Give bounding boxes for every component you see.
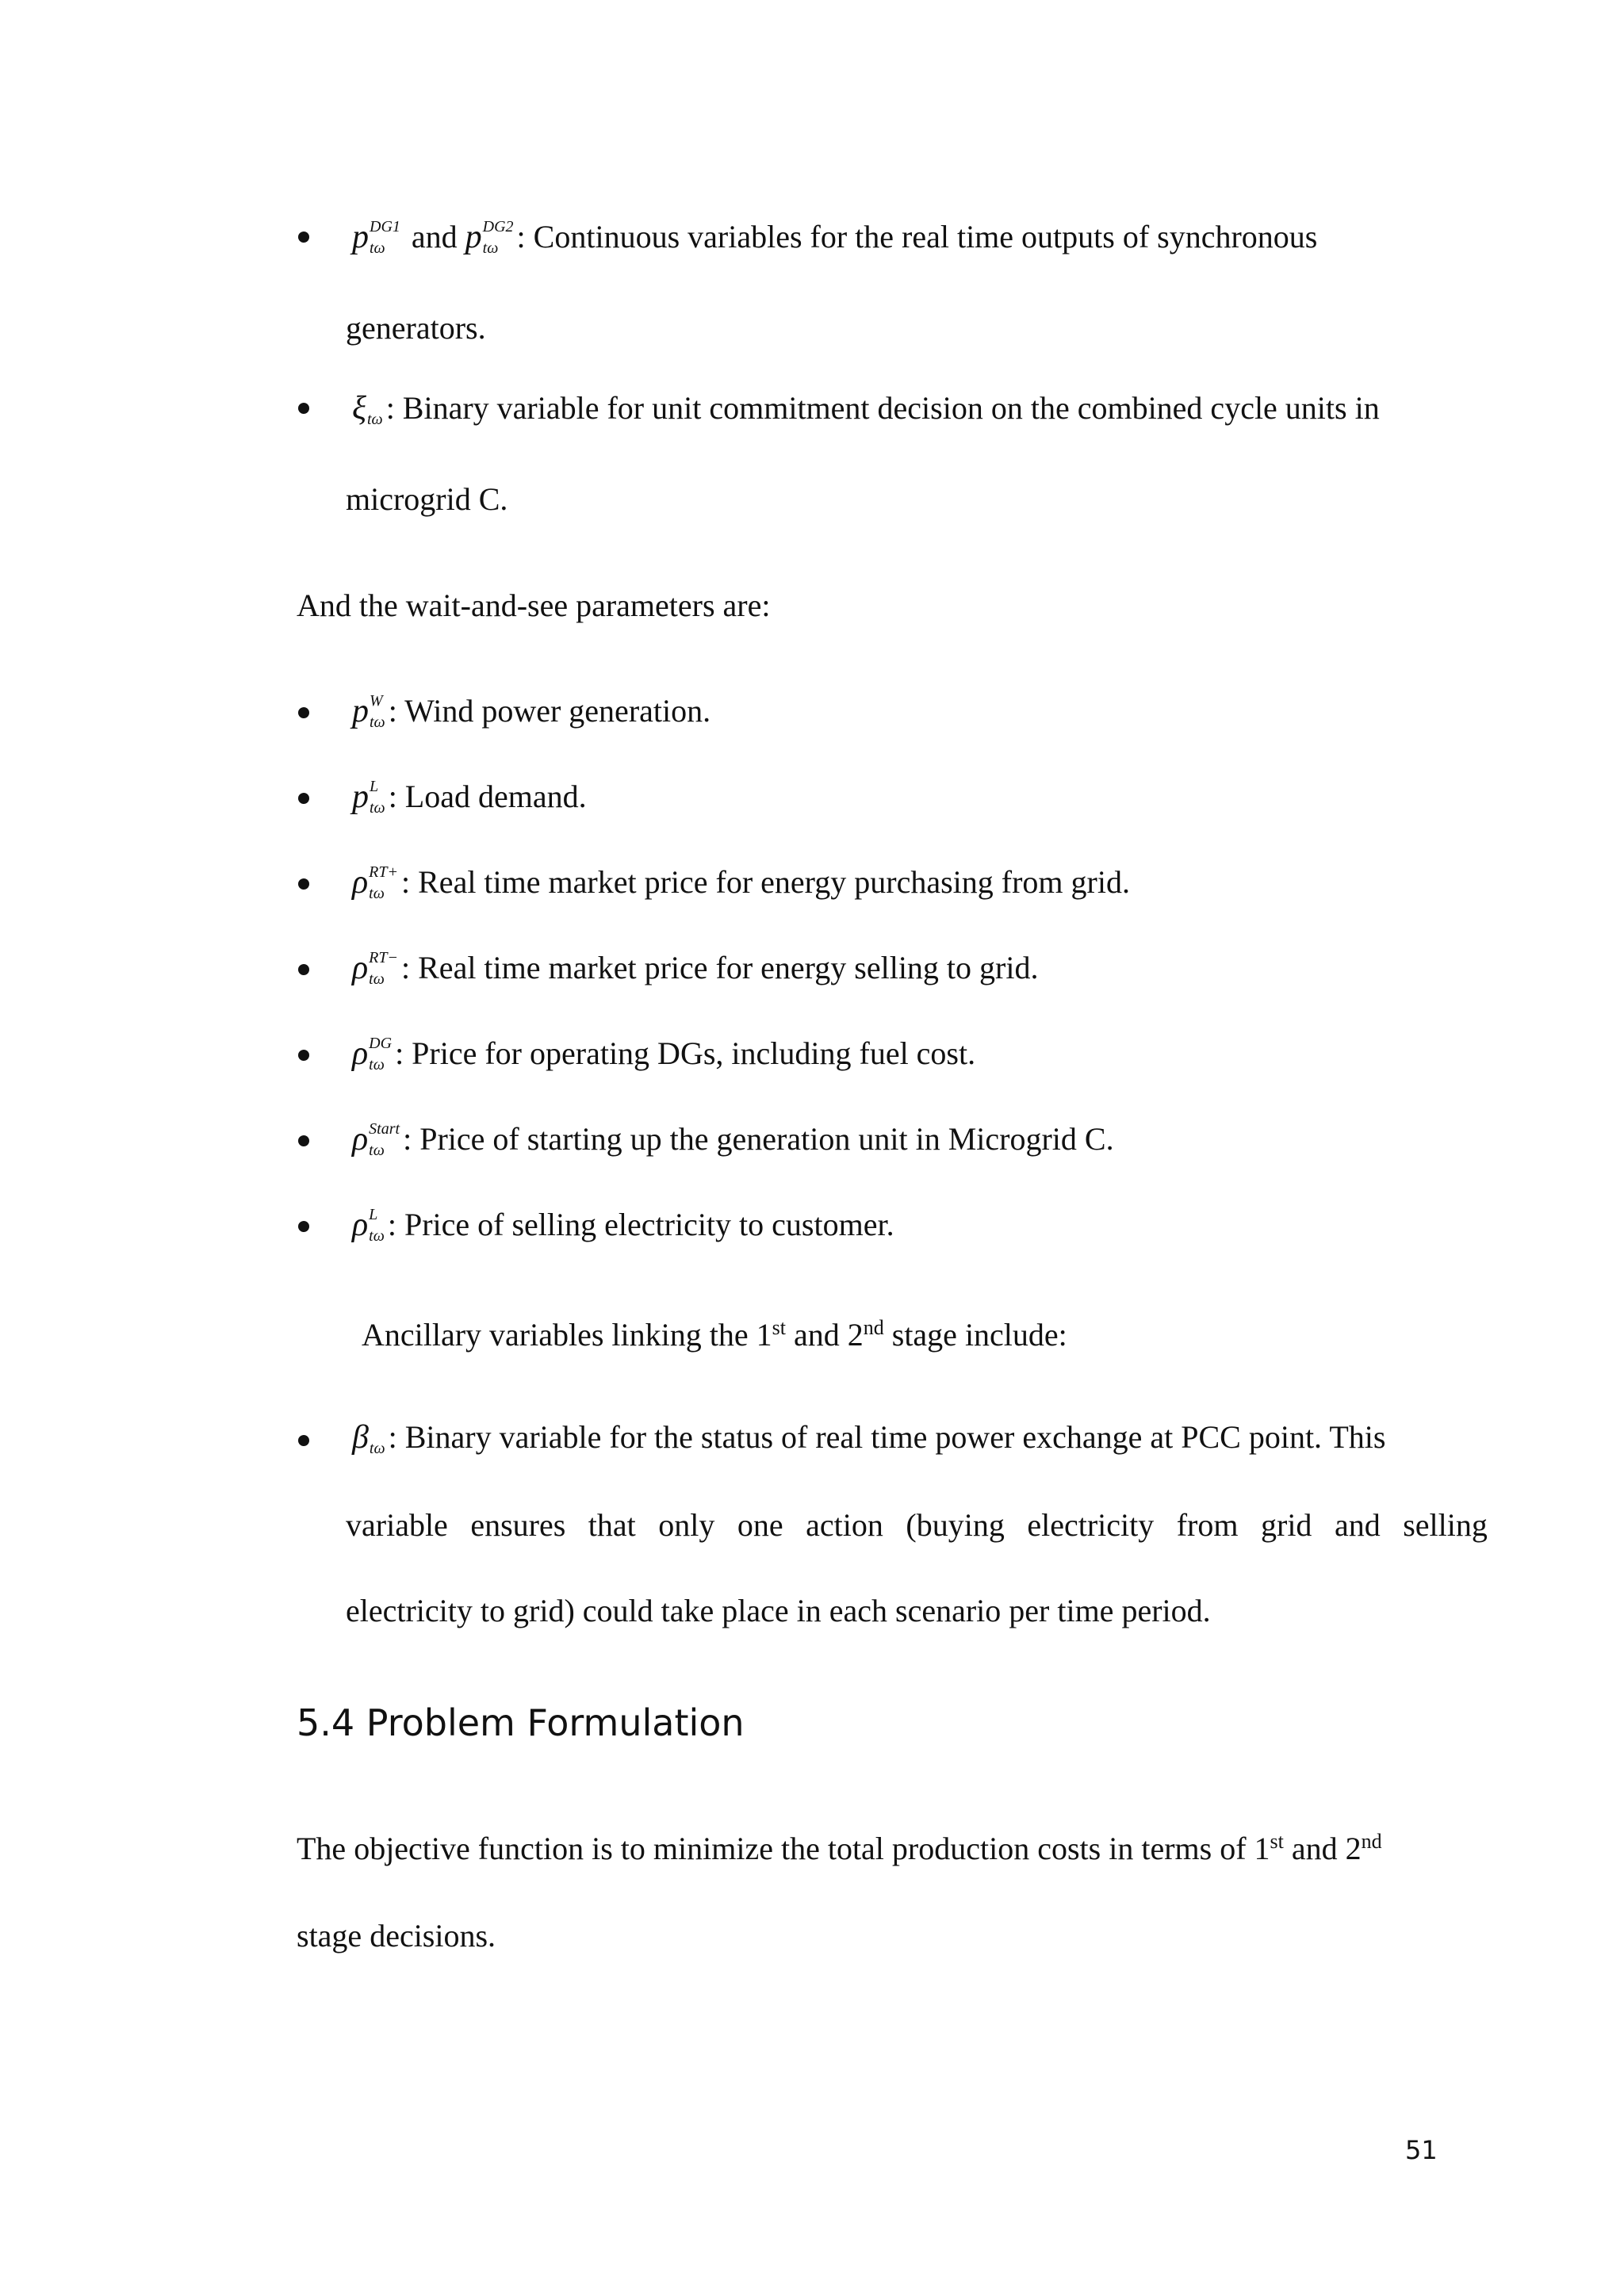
justified-word: grid <box>1261 1507 1312 1543</box>
bullet-dot <box>298 232 309 243</box>
paragraph-ancillary-intro: Ancillary variables linking the 1st and 2nd stage include: <box>362 1316 1067 1353</box>
justified-word: electricity <box>1027 1507 1155 1543</box>
item-continuation: microgrid C. <box>346 481 508 517</box>
list-item-startup-price <box>352 1119 1114 1159</box>
paragraph-objective-continuation: stage decisions. <box>297 1918 496 1954</box>
item-description: : Binary variable for the status of real time power exchange at PCC point. This <box>388 1419 1386 1455</box>
justified-word: only <box>658 1507 715 1543</box>
beta-justified-line <box>346 1507 1488 1543</box>
list-item-rt-sell <box>352 948 1039 988</box>
list-item-load <box>352 777 587 817</box>
justified-word: (buying <box>906 1507 1005 1543</box>
justified-word: from <box>1176 1507 1239 1543</box>
bullet-dot <box>298 707 309 718</box>
item-description: : Price of starting up the generation unit in Microgrid C. <box>403 1121 1114 1157</box>
symbol-rho-rt-minus: ρ RT− tω <box>352 948 399 988</box>
symbol-rho-dg: ρ DG tω <box>352 1034 393 1073</box>
symbol-rho-start: ρ Start tω <box>352 1119 400 1159</box>
bullet-dot <box>298 964 309 975</box>
bullet-dot <box>298 403 309 414</box>
list-item-unit-commitment <box>352 392 1380 428</box>
symbol-p-dg1: p DG1 tω <box>352 217 400 257</box>
symbol-p-dg2: p DG2 tω <box>465 217 514 257</box>
item-description: : Binary variable for unit commitment decision on the combined cycle units in <box>385 390 1380 426</box>
symbol-beta: β tω <box>352 1419 385 1457</box>
item-description: : Real time market price for energy purchasing from grid. <box>401 864 1130 900</box>
bullet-dot <box>298 878 309 890</box>
justified-word: that <box>588 1507 636 1543</box>
symbol-p-l: p L tω <box>352 777 385 817</box>
bullet-dot <box>298 1135 309 1146</box>
symbol-p-w: p W tω <box>352 691 385 731</box>
bullet-dot <box>298 1050 309 1061</box>
list-item-rt-purchase <box>352 863 1130 902</box>
list-item-beta <box>352 1421 1385 1457</box>
item-description: : Price for operating DGs, including fuel cost. <box>395 1035 976 1071</box>
bullet-dot <box>298 1435 309 1446</box>
item-description: : Price of selling electricity to customer. <box>387 1207 894 1242</box>
item-description: : Continuous variables for the real time outputs of synchronous <box>516 219 1318 254</box>
list-item-dg-price <box>352 1034 976 1073</box>
list-item-wind <box>352 691 711 731</box>
bullet-dot <box>298 1221 309 1232</box>
justified-word: action <box>806 1507 883 1543</box>
symbol-xi: ξ tω <box>352 390 383 428</box>
section-heading: 5.4 Problem Formulation <box>297 1701 745 1744</box>
item-continuation: generators. <box>346 310 486 346</box>
list-item-customer-price <box>352 1205 894 1245</box>
justified-word: variable <box>346 1507 448 1543</box>
item-description: : Wind power generation. <box>388 693 711 729</box>
justified-word: and <box>1334 1507 1381 1543</box>
paragraph-objective: The objective function is to minimize the total production costs in terms of 1st and 2nd <box>297 1830 1382 1866</box>
justified-word: one <box>737 1507 783 1543</box>
page-number: 51 <box>1405 2135 1438 2165</box>
list-item-dg-outputs <box>352 217 1318 257</box>
justified-word: ensures <box>470 1507 566 1543</box>
item-description: : Real time market price for energy selling to grid. <box>401 950 1039 985</box>
justified-word: selling <box>1403 1507 1488 1543</box>
connector-text: and <box>411 219 458 254</box>
paragraph-wait-intro: And the wait-and-see parameters are: <box>297 587 771 623</box>
beta-last-line: electricity to grid) could take place in each scenario per time period. <box>346 1593 1211 1628</box>
bullet-dot <box>298 793 309 804</box>
symbol-rho-l: ρ L tω <box>352 1205 385 1245</box>
item-description: : Load demand. <box>388 779 587 814</box>
symbol-rho-rt-plus: ρ RT+ tω <box>352 863 399 902</box>
